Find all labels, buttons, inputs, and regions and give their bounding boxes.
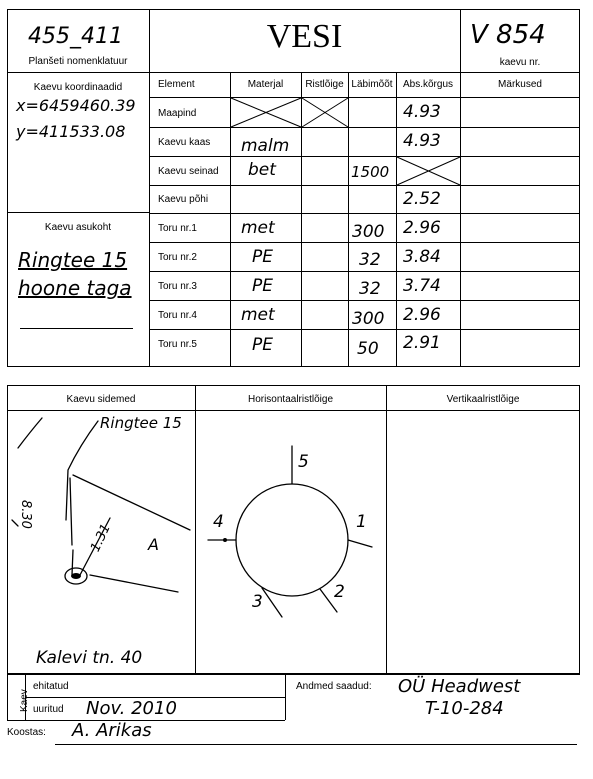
nomenclature-value: 455_411 <box>28 24 123 49</box>
pipe-number-4: 4 <box>213 512 224 532</box>
well-vertical-label: Kaev <box>19 689 30 712</box>
row-element-kaevu-kaas: Kaevu kaas <box>158 137 211 148</box>
row-element-toru-3: Toru nr.3 <box>158 281 197 292</box>
sketch-frame <box>7 385 580 674</box>
row-diameter-kaevu-seinad: 1500 <box>351 163 390 181</box>
pipe-number-2: 2 <box>334 582 345 602</box>
row-abs-kaevu-kaas: 4.93 <box>403 131 441 151</box>
well-number-label: kaevu nr. <box>499 57 541 68</box>
row-material-toru-4: met <box>241 305 275 325</box>
surveyed-label: uuritud <box>33 704 64 715</box>
col-header-cross-section: Ristlõige <box>305 79 344 90</box>
row-abs-toru-5: 2.91 <box>403 333 441 353</box>
location-line2: hoone taga <box>18 276 132 300</box>
pipe-number-5: 5 <box>298 452 309 472</box>
row-material-toru-5: PE <box>252 335 273 355</box>
row-element-toru-5: Toru nr.5 <box>158 339 197 350</box>
row-abs-maapind: 4.93 <box>403 102 441 122</box>
row-diameter-toru-4: 300 <box>352 309 385 329</box>
sketch-building-letter: A <box>148 535 159 554</box>
row-abs-toru-4: 2.96 <box>403 305 441 325</box>
sketch-distance-1: 8.30 <box>18 500 33 529</box>
row-material-toru-3: PE <box>252 276 273 296</box>
row-diameter-toru-2: 32 <box>359 250 381 270</box>
horizontal-section-label: Horisontaalristlõige <box>247 394 334 405</box>
coordinates-label: Kaevu koordinaadid <box>33 82 123 93</box>
coordinate-x: x=6459460.39 <box>16 96 136 115</box>
row-material-toru-1: met <box>241 218 275 238</box>
location-line1: Ringtee 15 <box>18 248 128 272</box>
col-header-material: Materjal <box>247 79 284 90</box>
row-diameter-toru-5: 50 <box>357 339 379 359</box>
row-material-kaevu-kaas: malm <box>241 136 290 156</box>
col-header-notes: Märkused <box>498 79 542 90</box>
row-element-kaevu-pohi: Kaevu põhi <box>158 194 209 205</box>
row-element-toru-1: Toru nr.1 <box>158 223 197 234</box>
sketch-distance-2: 1.31 <box>88 521 114 555</box>
compiled-label: Koostas: <box>7 727 46 738</box>
pipe-number-3: 3 <box>252 592 263 612</box>
sketch-bottom-street: Kalevi tn. 40 <box>36 648 143 668</box>
well-number-value: V 854 <box>470 20 546 50</box>
row-diameter-toru-1: 300 <box>352 222 385 242</box>
row-diameter-toru-3: 32 <box>359 279 381 299</box>
row-element-toru-4: Toru nr.4 <box>158 310 197 321</box>
nomenclature-label: Planšeti nomenklatuur <box>28 56 128 67</box>
row-abs-toru-3: 3.74 <box>403 276 441 296</box>
row-abs-kaevu-pohi: 2.52 <box>403 189 441 209</box>
data-from-label: Andmed saadud: <box>296 681 372 692</box>
pipe-number-1: 1 <box>356 512 367 532</box>
surveyed-value: Nov. 2010 <box>86 698 177 719</box>
row-abs-toru-2: 3.84 <box>403 247 441 267</box>
row-element-maapind: Maapind <box>158 108 197 119</box>
sketch-street-label: Ringtee 15 <box>100 414 182 432</box>
row-material-kaevu-seinad: bet <box>248 160 276 180</box>
vertical-section-label: Vertikaalristlõige <box>446 394 520 405</box>
coordinate-y: y=411533.08 <box>16 122 126 141</box>
data-from-value: OÜ Headwest <box>398 676 521 697</box>
connections-label: Kaevu sidemed <box>66 394 136 405</box>
row-material-toru-2: PE <box>252 247 273 267</box>
data-from-ref: T-10-284 <box>425 698 504 719</box>
col-header-abs-height: Abs.kõrgus <box>402 79 454 90</box>
col-header-diameter: Läbimõõt <box>351 79 393 90</box>
compiled-value: A. Arikas <box>72 720 152 741</box>
row-element-toru-2: Toru nr.2 <box>158 252 197 263</box>
location-label: Kaevu asukoht <box>44 222 112 233</box>
page-title: VESI <box>266 18 343 55</box>
col-header-element: Element <box>158 79 195 90</box>
built-label: ehitatud <box>33 681 69 692</box>
row-abs-toru-1: 2.96 <box>403 218 441 238</box>
row-element-kaevu-seinad: Kaevu seinad <box>158 166 219 177</box>
